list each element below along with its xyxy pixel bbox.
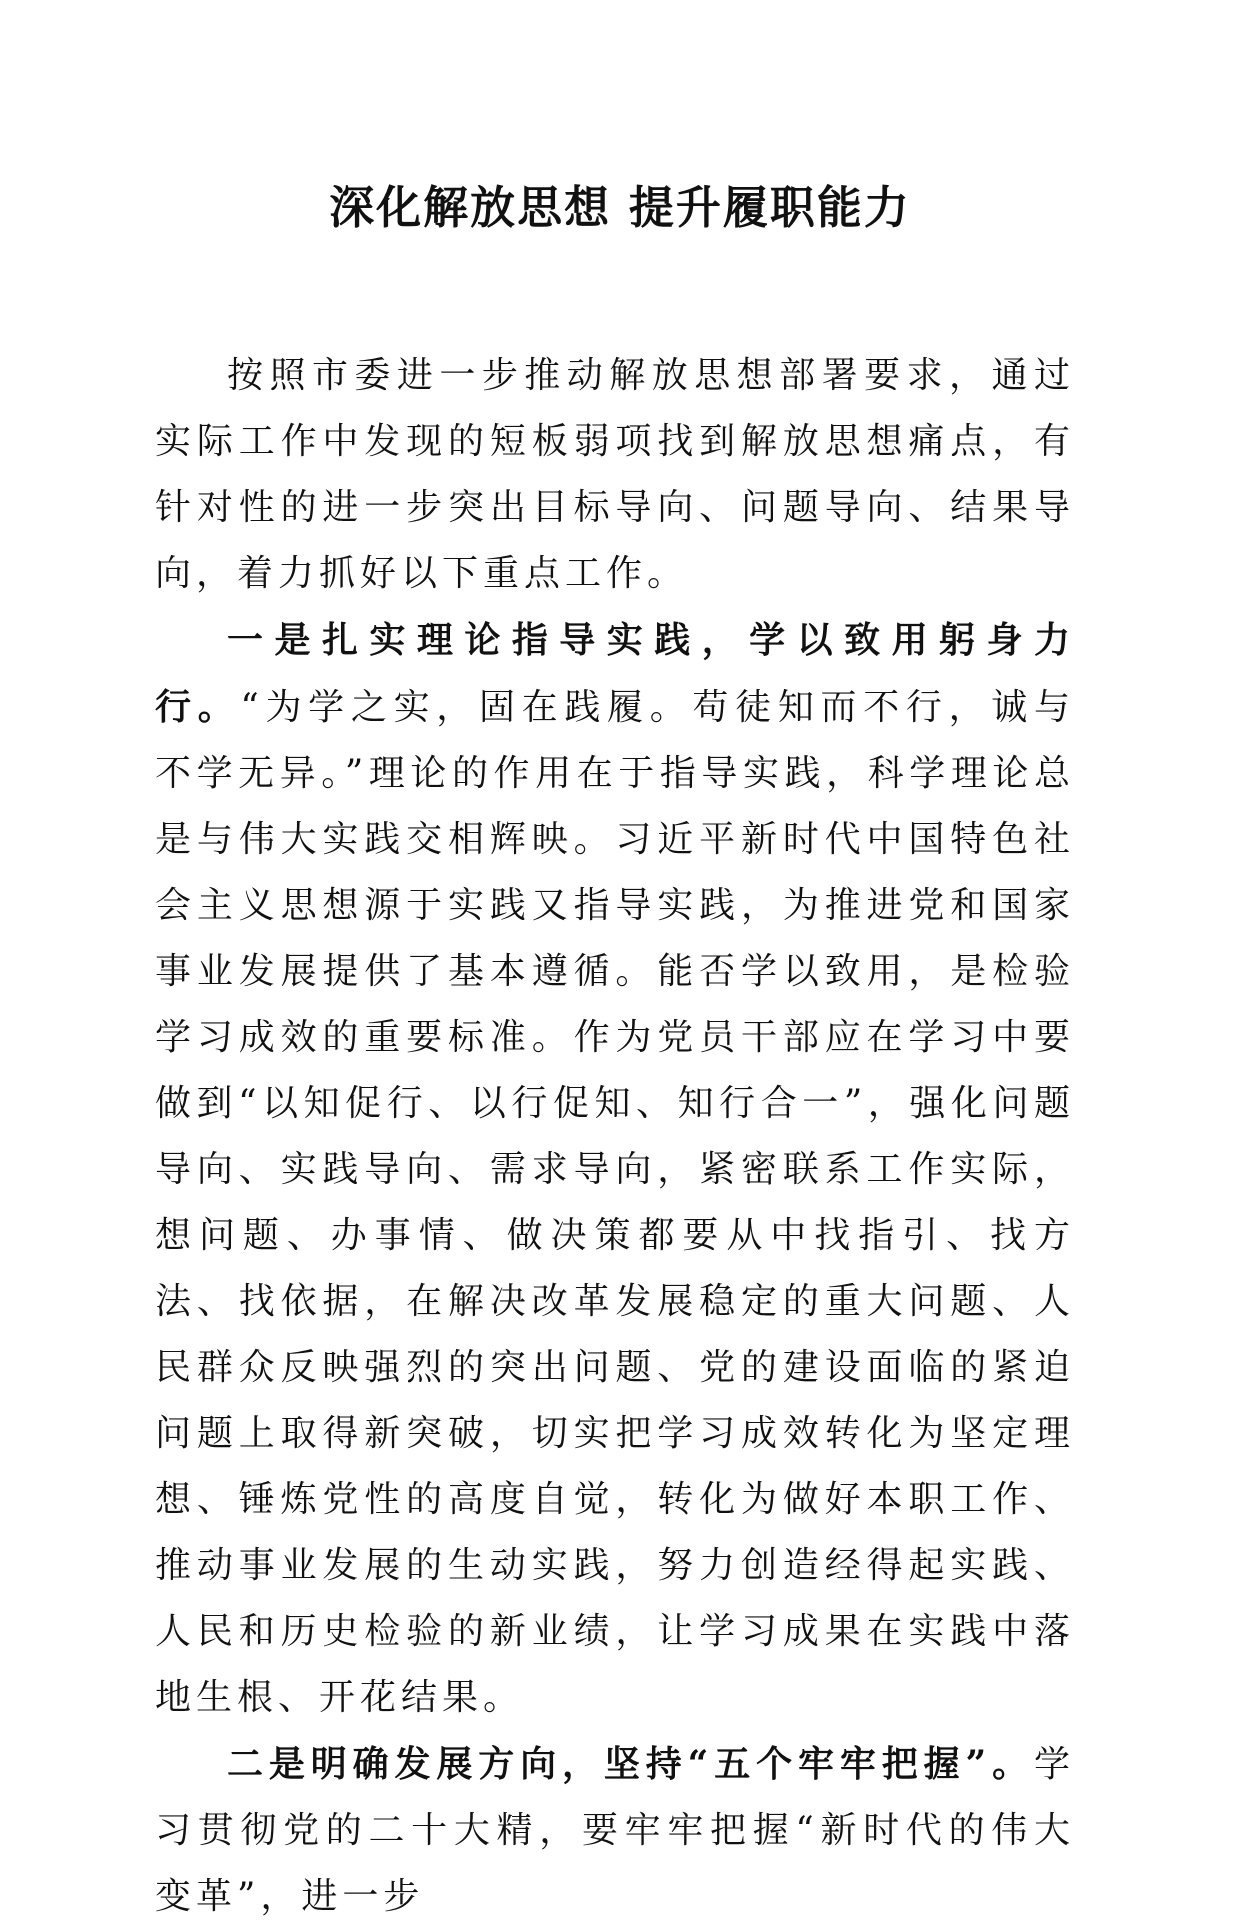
paragraph-point-one-text: “为学之实，固在践履。苟徒知而不行，诚与不学无异。”理论的作用在于指导实践，科学理论总是与伟大实践交相辉映。习近平新时代中国特色社会主义思想源于实践又指导实践，为推进党和国家事业发展提供了基本遵循。能否学以致用，是检验学习成效的重要标准。作为党员干部应在学习中要做到“以知促行、以行促知、知行合一”，强化问题导向、实践导向、需求导向，紧密联系工作实际，想问题、办事情、做决策都要从中找指引、找方法、找依据，在解决改革发展稳定的重大问题、人民群众反映强烈的突出问题、党的建设面临的紧迫问题上取得新突破，切实把学习成效转化为坚定理想、锤炼党性的高度自觉，转化为做好本职工作、推动事业发展的生动实践，努力创造经得起实践、人民和历史检验的新业绩，让学习成果在实践中落地生根、开花结果。	[155, 687, 1075, 1718]
paragraph-intro-text: 按照市委进一步推动解放思想部署要求，通过实际工作中发现的短板弱项找到解放思想痛点，有针对性的进一步突出目标导向、问题导向、结果导向，着力抓好以下重点工作。	[155, 355, 1075, 594]
paragraph-point-one-heading: 一是扎实理论指导实践，学以致用躬身力行。	[155, 619, 1075, 728]
document-body	[155, 343, 1075, 1930]
document-title: 深化解放思想 提升履职能力	[329, 181, 911, 234]
paragraph-point-two-heading: 二是明确发展方向，坚持“五个牢牢把握”。	[227, 1743, 1034, 1785]
paragraph-intro	[155, 343, 1075, 607]
paragraph-point-one	[155, 607, 1075, 1731]
paragraph-point-two	[155, 1731, 1075, 1930]
paragraph-point-two-text: 学习贯彻党的二十大精，要牢牢把握“新时代的伟大变革”，进一步	[155, 1744, 1075, 1917]
